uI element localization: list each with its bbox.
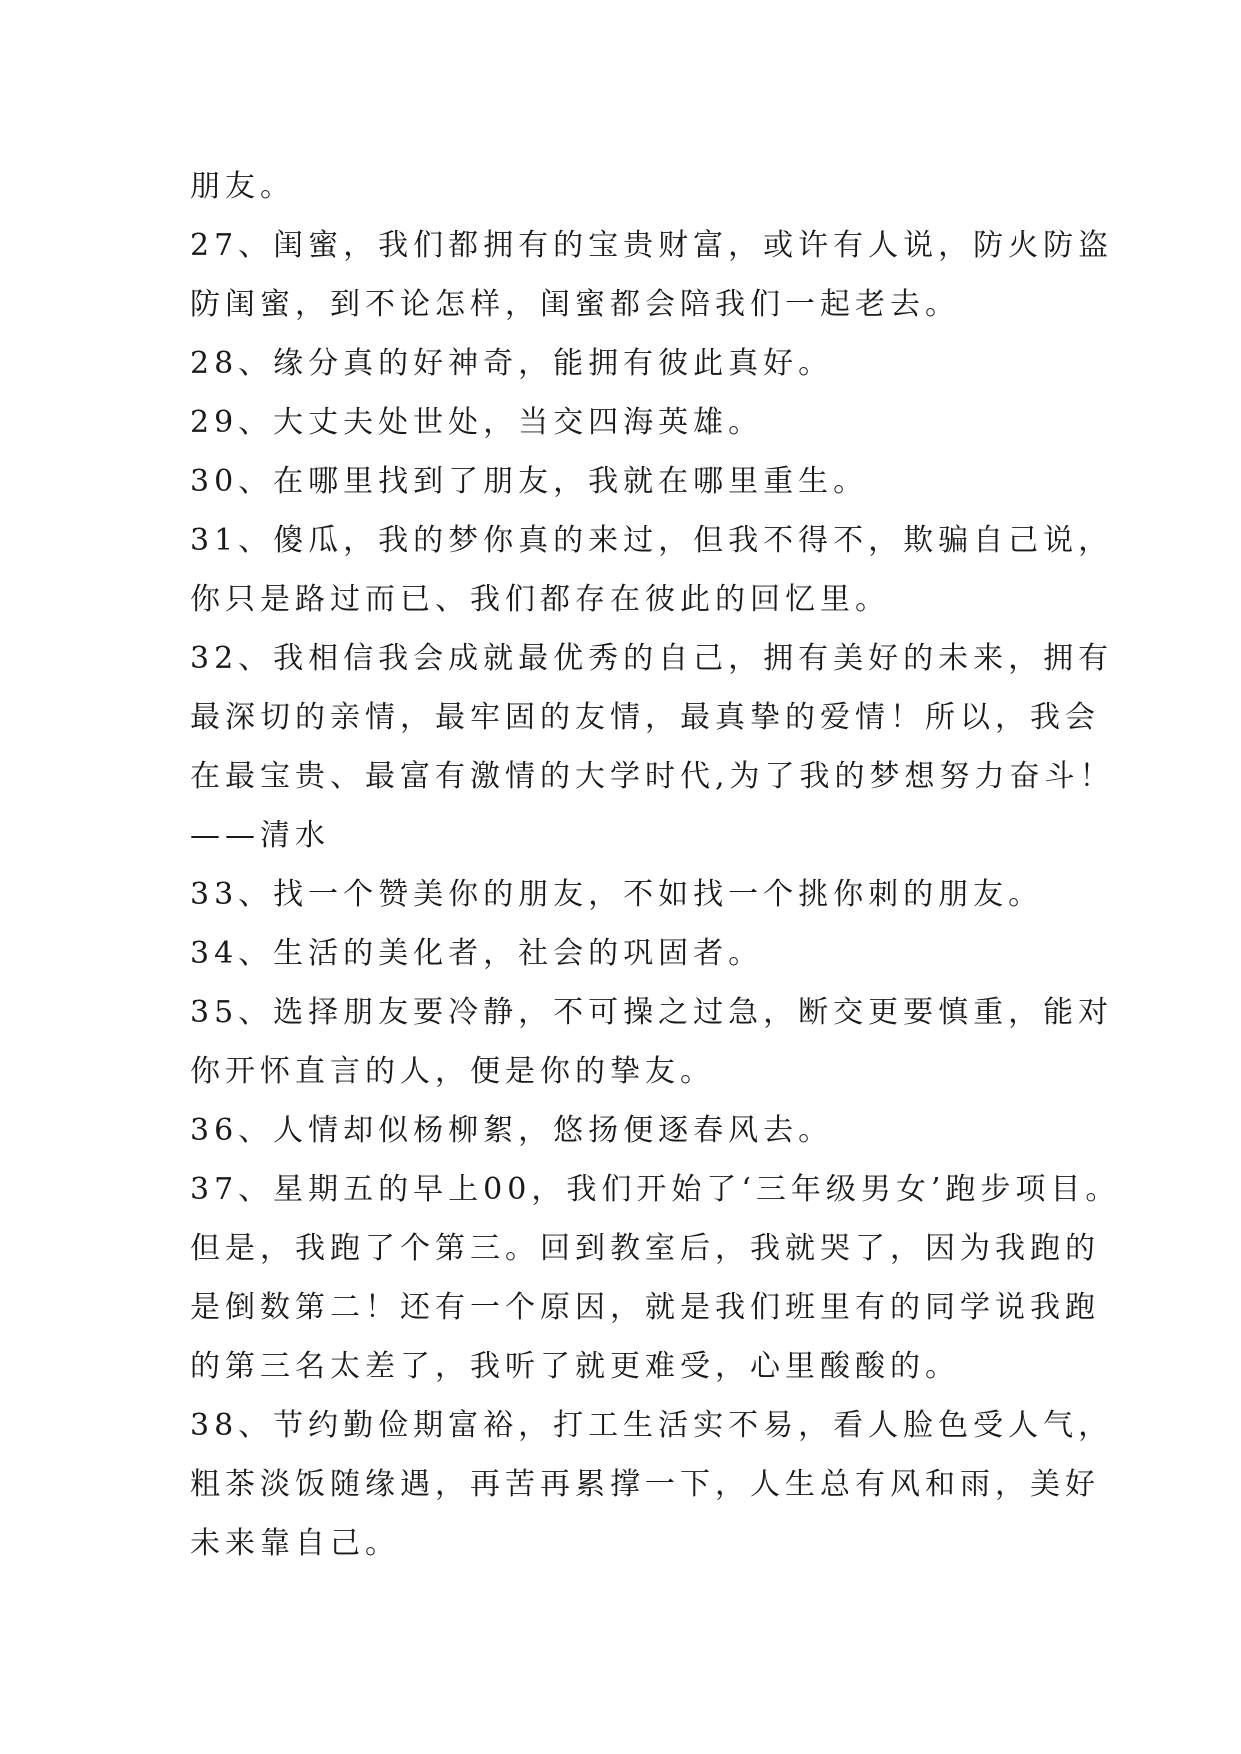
text-line: 30、在哪里找到了朋友，我就在哪里重生。 (190, 464, 869, 499)
text-line: 你只是路过而已、我们都存在彼此的回忆里。 (190, 582, 890, 617)
text-line: 29、大丈夫处世处，当交四海英雄。 (190, 405, 764, 440)
text-line: 31、傻瓜，我的梦你真的来过，但我不得不，欺骗自己说， (190, 523, 1114, 558)
text-line: 朋友。 (190, 169, 295, 204)
text-line: 28、缘分真的好神奇，能拥有彼此真好。 (190, 346, 834, 381)
text-line: 的第三名太差了，我听了就更难受，心里酸酸的。 (190, 1349, 960, 1384)
text-line: 防闺蜜，到不论怎样，闺蜜都会陪我们一起老去。 (190, 287, 960, 322)
text-line: 但是，我跑了个第三。回到教室后，我就哭了，因为我跑的 (190, 1231, 1100, 1266)
text-line: 33、找一个赞美你的朋友，不如找一个挑你刺的朋友。 (190, 877, 1044, 912)
text-line: 粗茶淡饭随缘遇，再苦再累撑一下，人生总有风和雨，美好 (190, 1467, 1100, 1502)
text-line: 在最宝贵、最富有激情的大学时代,为了我的梦想努力奋斗！ (190, 759, 1115, 794)
text-line: ——清水 (190, 818, 330, 853)
text-line: 最深切的亲情，最牢固的友情，最真挚的爱情！所以，我会 (190, 700, 1100, 735)
text-line: 35、选择朋友要冷静，不可操之过急，断交更要慎重，能对 (190, 995, 1114, 1030)
text-line: 34、生活的美化者，社会的巩固者。 (190, 936, 764, 971)
text-line: 27、闺蜜，我们都拥有的宝贵财富，或许有人说，防火防盗 (190, 228, 1114, 263)
text-line: 38、节约勤俭期富裕，打工生活实不易，看人脸色受人气， (190, 1408, 1114, 1443)
text-line: 未来靠自己。 (190, 1526, 400, 1561)
text-line: 36、人情却似杨柳絮，悠扬便逐春风去。 (190, 1113, 834, 1148)
text-line: 是倒数第二！还有一个原因，就是我们班里有的同学说我跑 (190, 1290, 1100, 1325)
text-line: 你开怀直言的人，便是你的挚友。 (190, 1054, 715, 1089)
text-line: 32、我相信我会成就最优秀的自己，拥有美好的未来，拥有 (190, 641, 1114, 676)
text-line: 37、星期五的早上00，我们开始了‘三年级男女’跑步项目。 (190, 1172, 1121, 1207)
document-body (190, 157, 1121, 1573)
